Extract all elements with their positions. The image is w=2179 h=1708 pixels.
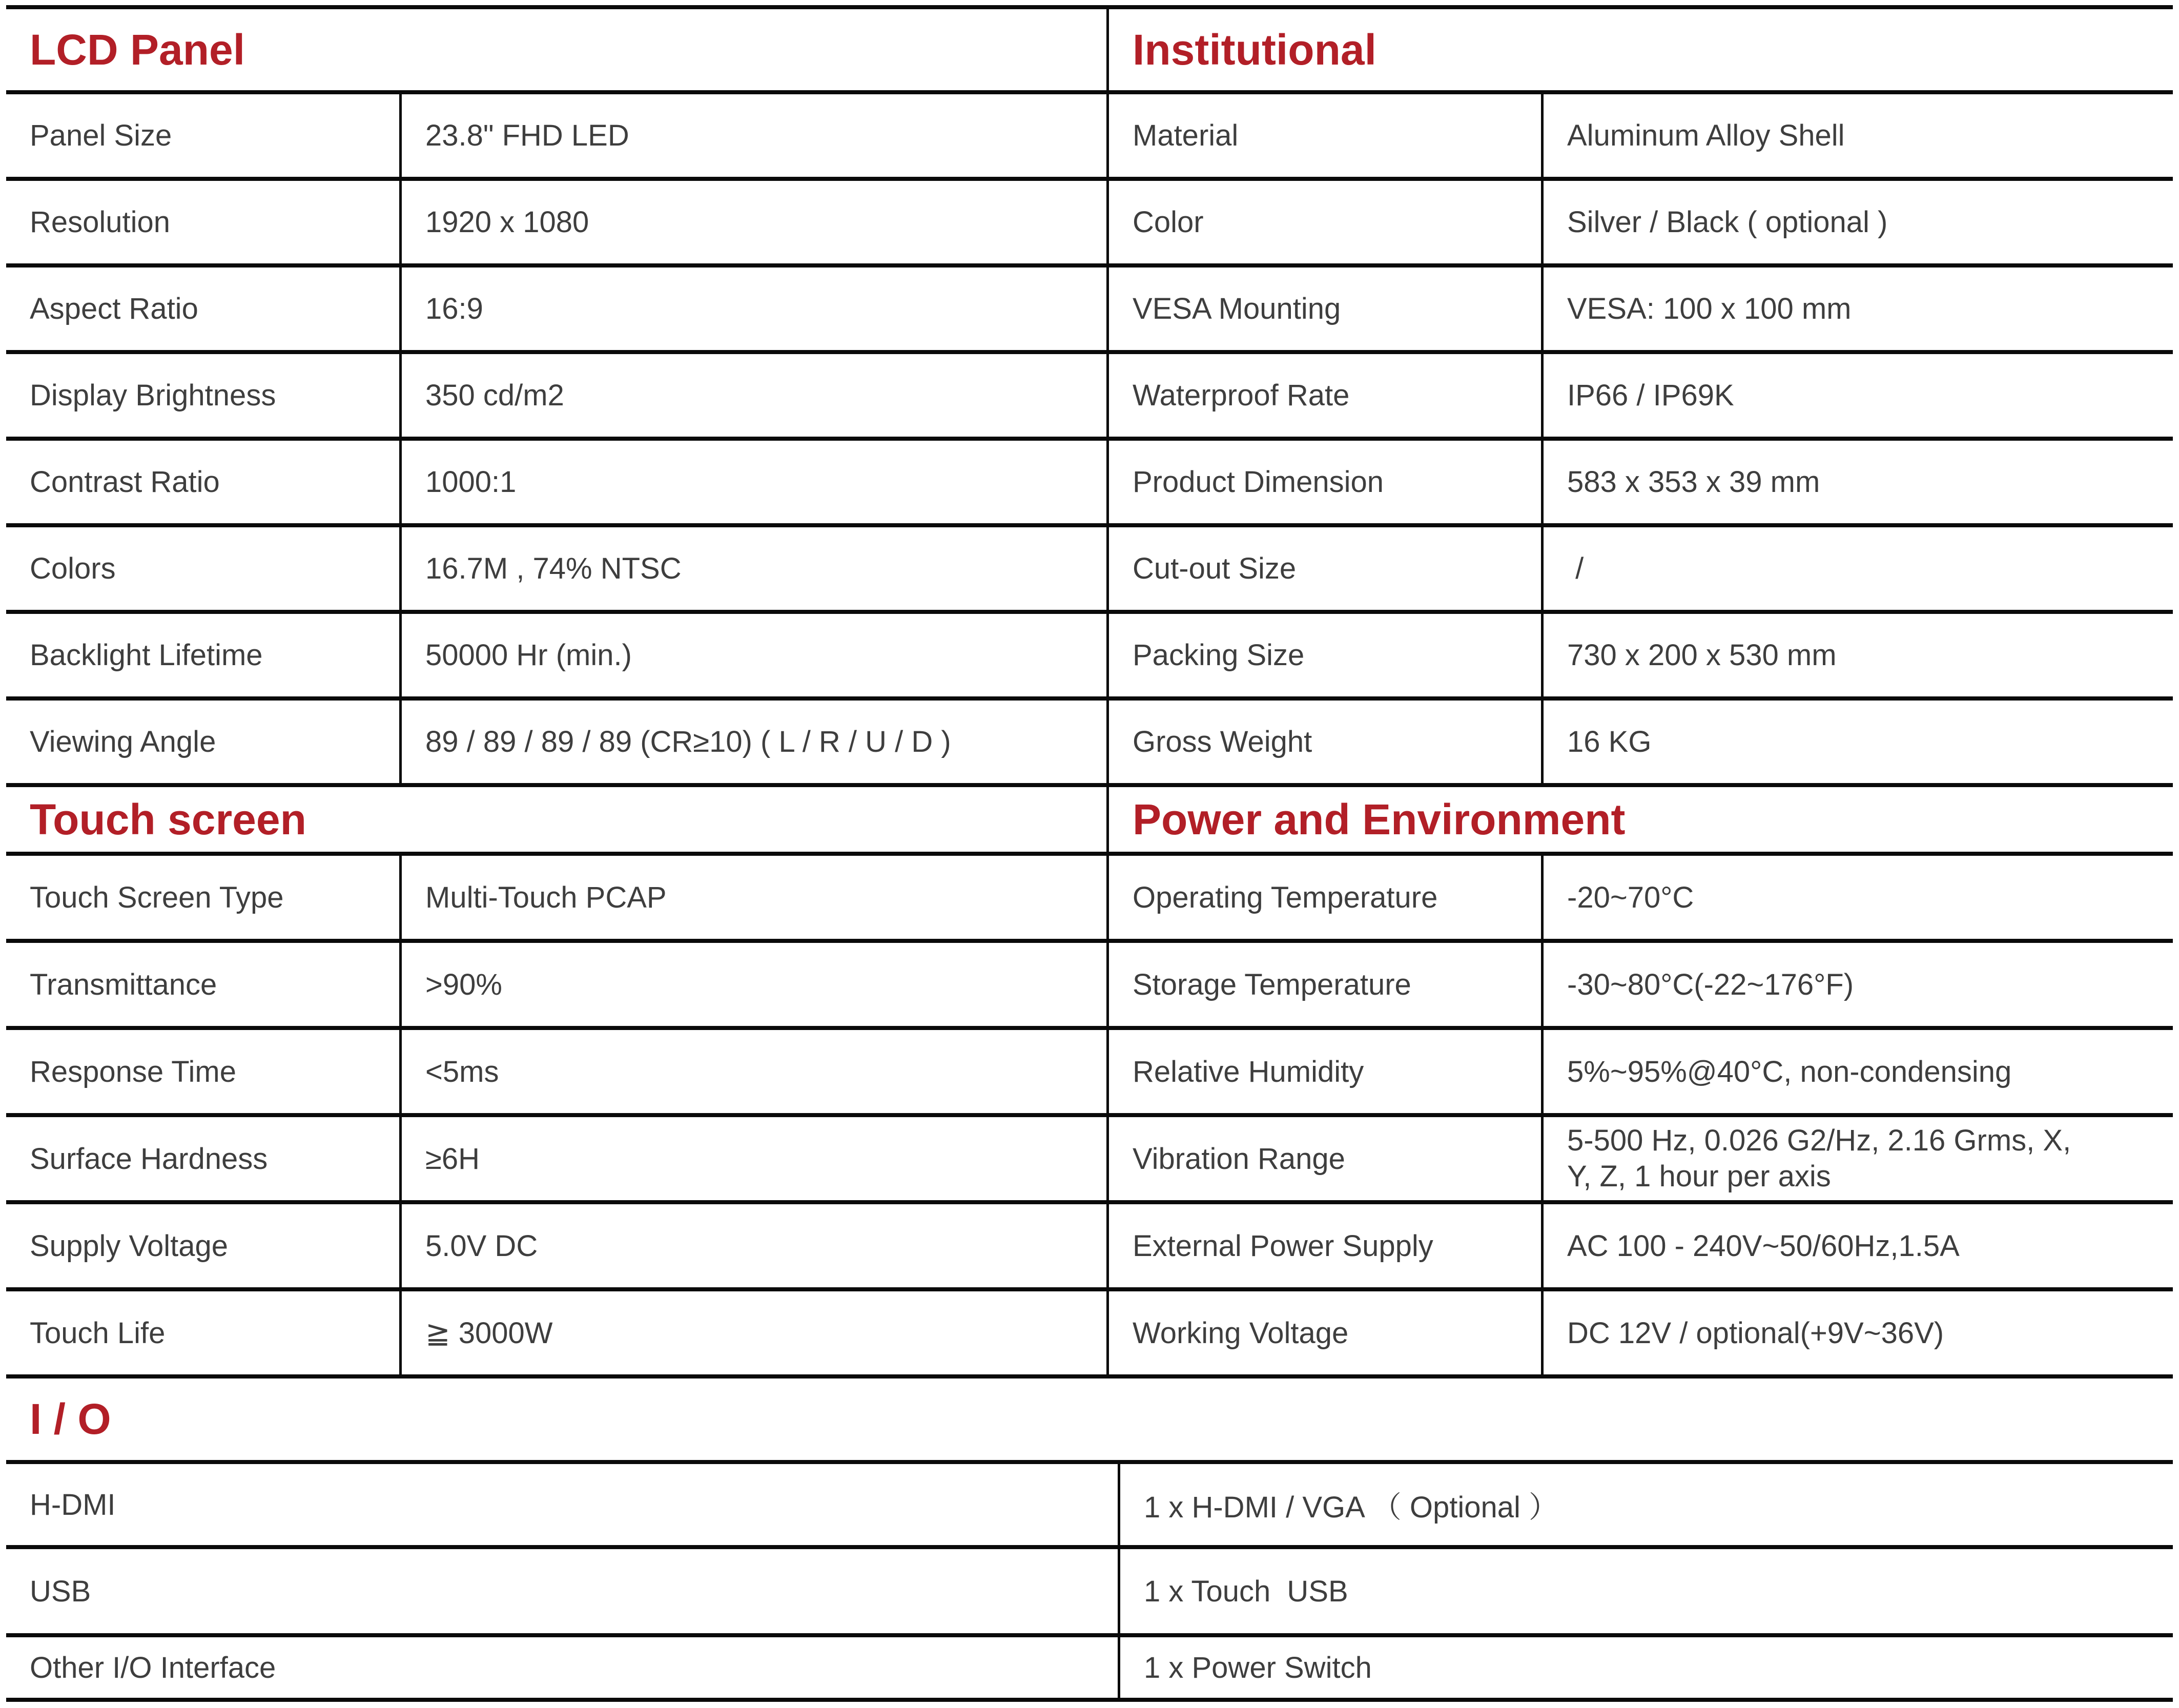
table-row [1109,614,2173,701]
table-row [6,1464,2173,1549]
spec-label: Other I/O Interface [6,1637,1120,1698]
spec-label: Operating Temperature [1109,856,1544,939]
spec-label: Gross Weight [1109,701,1544,783]
table-row [1109,441,2173,527]
section-power-environment [1109,787,2173,1378]
spec-label: Cut-out Size [1109,527,1544,610]
table-row [1109,856,2173,943]
spec-value: DC 12V / optional(+9V~36V) [1567,1316,1944,1350]
spec-value: / [1567,552,1584,585]
table-row [1109,1030,2173,1117]
spec-label: Color [1109,181,1544,263]
spec-value: 16:9 [425,292,483,325]
spec-value: 16 KG [1567,725,1652,758]
spec-value: IP66 / IP69K [1567,379,1734,412]
section-io [6,1378,2173,1702]
spec-value: 5-500 Hz, 0.026 G2/Hz, 2.16 Grms, X, Y, Z, 1 hour per axis [1567,1124,2079,1193]
section-title-institutional: Institutional [1109,9,2173,94]
section-title-lcd-panel: LCD Panel [6,9,1106,94]
spec-label: Touch Life [6,1291,402,1374]
spec-label: Display Brightness [6,354,402,437]
table-row [6,1637,2173,1702]
spec-label: Aspect Ratio [6,267,402,350]
table-row [6,1291,1106,1378]
spec-value: 350 cd/m2 [425,379,564,412]
table-row [6,1549,2173,1637]
spec-value: ≧ 3000W [425,1316,553,1350]
table-row [6,354,1106,441]
table-row [1109,267,2173,354]
spec-label: H-DMI [6,1464,1120,1545]
spec-label: Contrast Ratio [6,441,402,523]
spec-label: Surface Hardness [6,1117,402,1200]
spec-value: 1 x Touch USB [1144,1574,1348,1608]
spec-label: Waterproof Rate [1109,354,1544,437]
spec-label: Vibration Range [1109,1117,1544,1200]
table-row [1109,94,2173,181]
spec-value: 5.0V DC [425,1229,538,1263]
spec-value: >90% [425,968,502,1001]
spec-label: Storage Temperature [1109,943,1544,1026]
spec-label: Relative Humidity [1109,1030,1544,1113]
spec-value: VESA: 100 x 100 mm [1567,292,1852,325]
section-lcd-panel [6,9,1109,787]
table-row [6,1204,1106,1291]
spec-value: 1 x Power Switch [1144,1651,1372,1684]
spec-value: 730 x 200 x 530 mm [1567,639,1837,672]
spec-value: 1920 x 1080 [425,205,589,239]
band-lcd-institutional [6,9,2173,787]
spec-label: Transmittance [6,943,402,1026]
spec-value: 5%~95%@40°C, non-condensing [1567,1055,2012,1088]
spec-label: Resolution [6,181,402,263]
spec-value: Multi-Touch PCAP [425,880,667,914]
spec-label: Working Voltage [1109,1291,1544,1374]
spec-value: 16.7M , 74% NTSC [425,552,682,585]
table-row [6,1117,1106,1204]
spec-value: -30~80°C(-22~176°F) [1567,968,1854,1001]
table-row [6,943,1106,1030]
spec-value: AC 100 - 240V~50/60Hz,1.5A [1567,1229,1960,1263]
spec-value: <5ms [425,1055,499,1088]
spec-label: VESA Mounting [1109,267,1544,350]
spec-label: Colors [6,527,402,610]
section-title-power-environment: Power and Environment [1109,787,2173,856]
table-row [6,441,1106,527]
table-row [1109,701,2173,787]
table-row [6,701,1106,787]
table-row [6,181,1106,267]
spec-label: Panel Size [6,94,402,177]
spec-value: Aluminum Alloy Shell [1567,119,1845,152]
band-touch-power [6,787,2173,1378]
spec-label: External Power Supply [1109,1204,1544,1287]
spec-value: Silver / Black ( optional ) [1567,205,1888,239]
table-row [6,94,1106,181]
spec-label: Response Time [6,1030,402,1113]
spec-value: 1 x H-DMI / VGA （ Optional ） [1144,1491,1558,1524]
spec-label: Supply Voltage [6,1204,402,1287]
spec-label: Material [1109,94,1544,177]
table-row [1109,1291,2173,1378]
spec-label: USB [6,1549,1120,1633]
table-row [6,527,1106,614]
section-title-io: I / O [6,1378,2173,1464]
spec-label: Product Dimension [1109,441,1544,523]
spec-value: 23.8" FHD LED [425,119,629,152]
table-row [1109,943,2173,1030]
spec-label: Backlight Lifetime [6,614,402,696]
section-institutional [1109,9,2173,787]
section-title-touch-screen: Touch screen [6,787,1106,856]
spec-value: 583 x 353 x 39 mm [1567,465,1820,499]
section-touch-screen [6,787,1109,1378]
table-row [6,856,1106,943]
table-row [1109,1117,2173,1204]
spec-label: Touch Screen Type [6,856,402,939]
table-row [1109,1204,2173,1291]
table-row [1109,181,2173,267]
spec-value: ≥6H [425,1142,480,1176]
spec-label: Packing Size [1109,614,1544,696]
spec-value: -20~70°C [1567,880,1694,914]
spec-value: 50000 Hr (min.) [425,639,632,672]
table-row [6,614,1106,701]
table-row [1109,354,2173,441]
spec-value: 89 / 89 / 89 / 89 (CR≥10) ( L / R / U / D ) [425,725,951,758]
table-row [6,1030,1106,1117]
spec-table [6,5,2173,1702]
table-row [1109,527,2173,614]
spec-label: Viewing Angle [6,701,402,783]
spec-value: 1000:1 [425,465,517,499]
table-row [6,267,1106,354]
